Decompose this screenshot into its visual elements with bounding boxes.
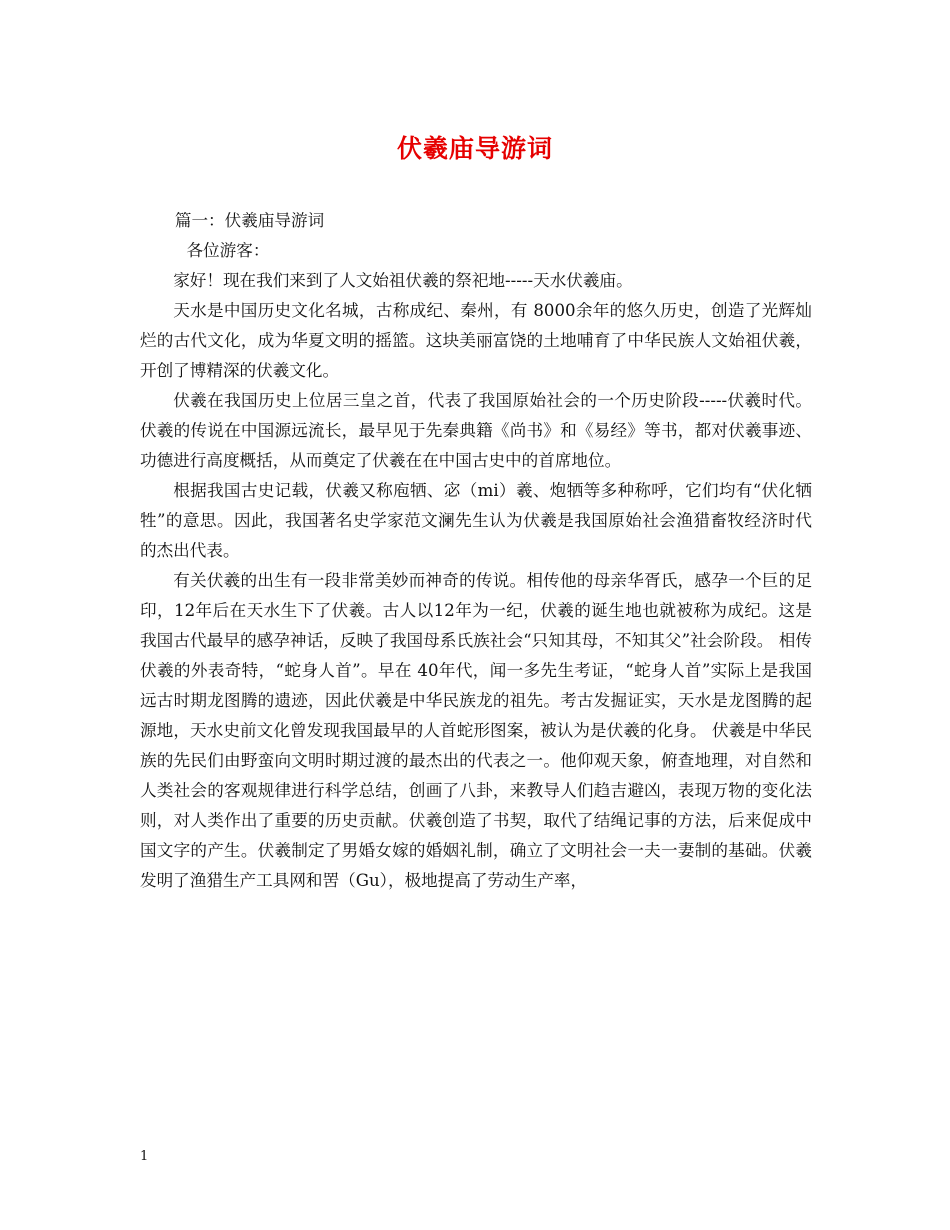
salutation: 各位游客： (186, 241, 270, 260)
paragraph: 伏羲在我国历史上位居三皇之首，代表了我国原始社会的一个历史阶段-----伏羲时代。伏羲的传说在中国源远流长，最早见于先秦典籍《尚书》和《易经》等书，都对伏羲事迹、功德进行高度概括，从而奠定了伏羲在在中国古史中的首席地位。 (140, 391, 812, 470)
document-body (140, 206, 812, 896)
section-heading: 篇一：伏羲庙导游词 (174, 211, 325, 230)
paragraph: 有关伏羲的出生有一段非常美妙而神奇的传说。相传他的母亲华胥氏，感孕一个巨的足印，12年后在天水生下了伏羲。古人以12年为一纪，伏羲的诞生地也就被称为成纪。这是我国古代最早的感孕神话，反映了我国母系氏族社会“只知其母，不知其父”社会阶段。 相传伏羲的外表奇特，“蛇身人首”。早在 40年代，闻一多先生考证，“蛇身人首”实际上是我国远古时期龙图腾的遗迹，因此伏羲是中华民族龙的祖先。考古发掘证实，天水是龙图腾的起源地，天水史前文化曾发现我国最早的人首蛇形图案，被认为是伏羲的化身。 伏羲是中华民族的先民们由野蛮向文明时期过渡的最杰出的代表之一。他仰观天象，俯查地理，对自然和人类社会的客观规律进行科学总结，创画了八卦，来教导人们趋吉避凶，表现万物的变化法则，对人类作出了重要的历史贡献。伏羲创造了书契，取代了结绳记事的方法，后来促成中国文字的产生。伏羲制定了男婚女嫁的婚姻礼制，确立了文明社会一夫一妻制的基础。伏羲发明了渔猎生产工具网和罟（Gu），极地提高了劳动生产率， (140, 571, 812, 890)
paragraph: 天水是中国历史文化名城，古称成纪、秦州，有 8000余年的悠久历史，创造了光辉灿烂的古代文化，成为华夏文明的摇篮。这块美丽富饶的土地哺育了中华民族人文始祖伏羲，开创了博精深的伏羲文化。 (140, 301, 812, 380)
paragraph: 家好！现在我们来到了人文始祖伏羲的祭祀地-----天水伏羲庙。 (173, 271, 633, 290)
document-title: 伏羲庙导游词 (396, 134, 553, 163)
paragraph: 根据我国古史记载，伏羲又称庖牺、宓（mi）羲、炮牺等多种称呼，它们均有“伏化牺牲”的意思。因此，我国著名史学家范文澜先生认为伏羲是我国原始社会渔猎畜牧经济时代的杰出代表。 (140, 481, 812, 560)
page-number: 1 (140, 1149, 149, 1164)
